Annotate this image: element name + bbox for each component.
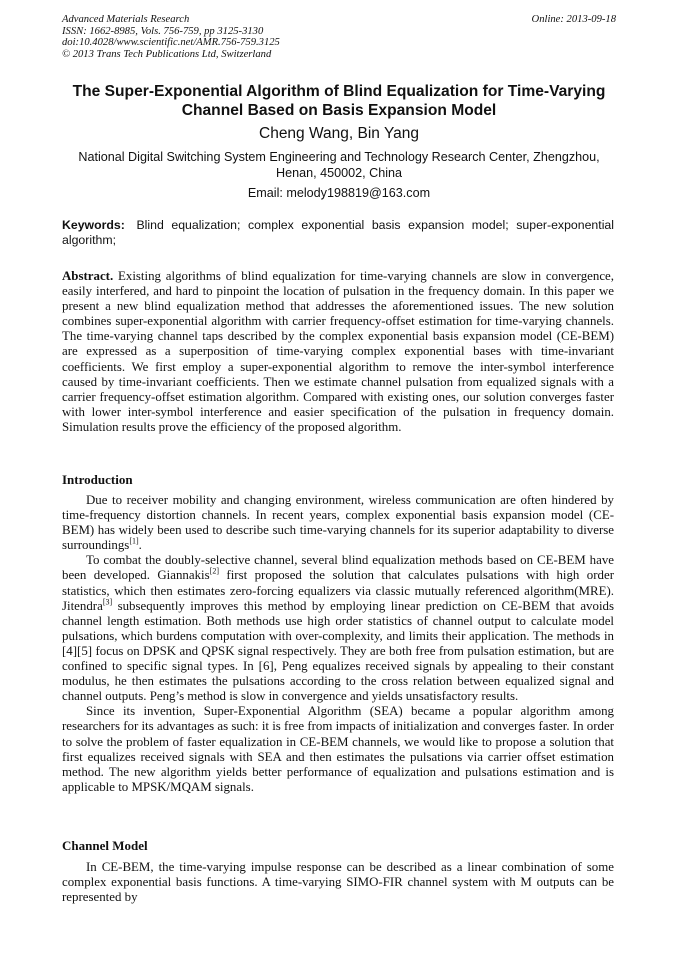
keywords [62, 218, 614, 248]
journal-name: Advanced Materials Research [62, 14, 190, 25]
abstract-text: Existing algorithms of blind equalization for time-varying channels are slow in convergence, easily interfered, and hard to pinpoint the location of pulsation in the frequency domain. In this paper we present a new blind equalization method that addresses the aforementioned issues. The new solution combines super-exponential algorithm with carrier frequency-offset estimation for time-varying channels. The time-varying channel taps described by the complex exponential basis expansion model (CE-BEM) are expressed as a superposition of time-varying complex exponential bases with time-invariant coefficients. We first employ a super-exponential algorithm to remove the inter-symbol interference caused by time-invariant coefficients. Then we estimate channel pulsation from equalized signals with a carrier frequency-offset estimation algorithm. Compared with existing ones, our solution converges faster with lower inter-symbol interference and easier specification of the pulsation in frequency domain. Simulation results prove the efficiency of the proposed algorithm. [62, 269, 614, 434]
authors: Cheng Wang, Bin Yang [259, 125, 419, 142]
channel-model-body [62, 860, 614, 905]
text-run: . [138, 538, 142, 553]
abstract-label: Abstract. [62, 269, 114, 283]
text-run: Due to receiver mobility and changing environment, wireless communication are often hindered by time-frequency distortion channels. In recent years, complex exponential basis expansion model (CE-BEM) has widely been used to describe such time-varying channels for its superior adaptability to diverse surroundings [62, 493, 614, 553]
text-run: To combat the doubly-selective channel, several blind equalization methods based on CE-BEM have been developed. Giannakis [62, 553, 614, 583]
keywords-text: Blind equalization; complex exponential basis expansion model; super-exponential algorithm; [62, 218, 614, 247]
intro-paragraph-1 [62, 493, 614, 553]
copyright-line: © 2013 Trans Tech Publications Ltd, Switzerland [62, 48, 272, 60]
introduction-body [62, 493, 614, 795]
online-date: Online: 2013-09-18 [531, 14, 616, 25]
keywords-label: Keywords: [62, 218, 125, 232]
channel-model-paragraph-1: In CE-BEM, the time-varying impulse response can be described as a linear combination of some complex exponential basis functions. A time-varying SIMO-FIR channel system with M outputs can be represented by [62, 860, 614, 905]
citation: [2] [209, 567, 219, 577]
channel-model-heading: Channel Model [62, 838, 148, 853]
introduction-heading: Introduction [62, 472, 133, 487]
affiliation: National Digital Switching System Engineering and Technology Research Center, Zhengzhou, Henan, 450002, China [78, 150, 600, 180]
intro-paragraph-3: Since its invention, Super-Exponential Algorithm (SEA) became a popular algorithm among researchers for its advantages as such: it is free from impacts of initialization and converges faster. In order to solve the problem of faster equalization in CE-BEM channels, we would like to propose a solution that first equalizes received signals with SEA and then estimates the pulsations via carrier offset estimation method. The new algorithm yields better performance of equalization and pulsations estimation and is applicable to MPSK/MQAM signals. [62, 704, 614, 794]
citation: [3] [102, 597, 113, 607]
journal-header [62, 14, 616, 60]
text-run: subsequently improves this method by employing linear prediction on CE-BEM that avoids channel length estimation. Both methods use high order statistics of channel output to calculate model pulsations, which burdens computation with over-complexity, and limits their application. The methods in [4][5] focus on DPSK and QPSK signal respectively. They are both free from pulsation estimation, but are confined to specific signal types. In [6], Peng equalizes received signals by appealing to their constant modulus, he then estimates the pulsations according to the cross relation between equalized signal and channel outputs. Peng’s method is slow in convergence and yields unsatisfactory results. [62, 598, 614, 704]
abstract [62, 269, 614, 435]
intro-paragraph-2 [62, 553, 614, 704]
email: Email: melody198819@163.com [247, 186, 431, 200]
citation: [1] [129, 536, 139, 546]
paper-title: The Super-Exponential Algorithm of Blind Equalization for Time-Varying Channel Based on Basis Expansion Model [72, 83, 606, 119]
issn-line: ISSN: 1662-8985, Vols. 756-759, pp 3125-3130 [62, 25, 264, 37]
doi-line: doi:10.4028/www.scientific.net/AMR.756-759.3125 [62, 37, 280, 49]
text-run: first proposed the solution that calculates pulsations with high order statistics, which then estimates zero-forcing equalizers via classic mutually referenced algorithm(MRE). Jitendra [62, 568, 614, 613]
